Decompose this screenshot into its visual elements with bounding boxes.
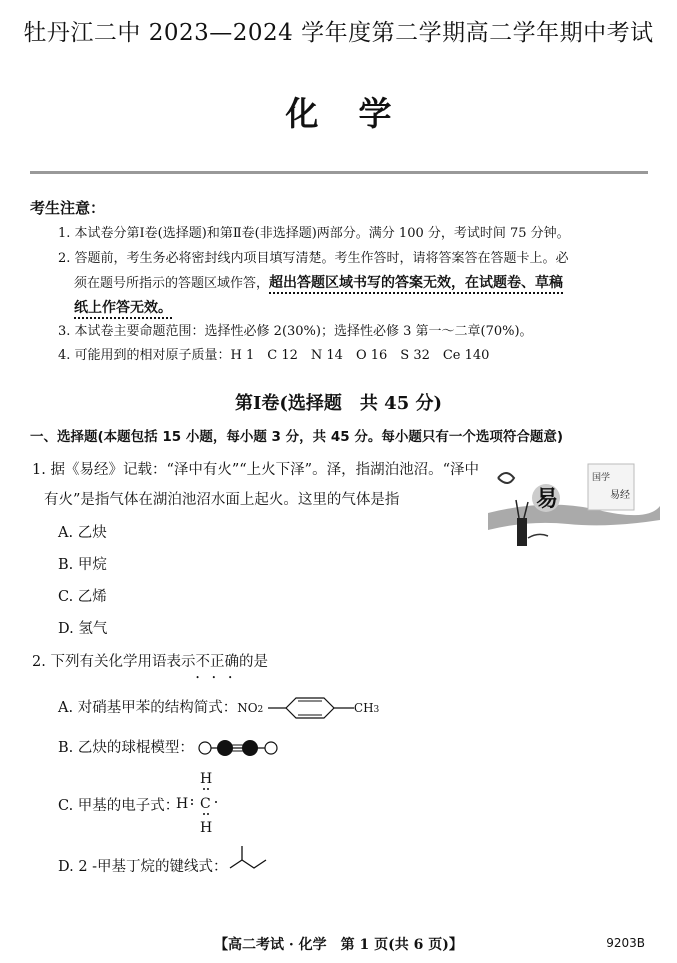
methyl-electron-formula bbox=[172, 770, 232, 836]
notice-emphasis-2: 纸上作答无效。 bbox=[74, 300, 172, 319]
page-footer: 【高二考试 · 化学 第 1 页(共 6 页)】 bbox=[214, 937, 463, 953]
subject-title: 化学 bbox=[285, 94, 432, 133]
q2-option-a-methyl bbox=[354, 701, 379, 715]
notice-item-2: 2. 答题前，考生务必将密封线内项目填写清楚。考生作答时，请将答案答在答题卡上。必 bbox=[58, 251, 569, 266]
part-heading: 一、选择题(本题包括 15 小题，每小题 3 分，共 45 分。每小题只有一个选项符合题意) bbox=[30, 429, 564, 445]
illus-text-guoxue: 国学 bbox=[592, 473, 611, 483]
notice-item-3: 3. 本试卷主要命题范围：选择性必修 2(30%)；选择性必修 3 第一～二章(70%)。 bbox=[58, 324, 533, 339]
q1-stem-line2: 有火”是指气体在湖泊池沼水面上起火。这里的气体是指 bbox=[44, 492, 400, 508]
q2-option-c bbox=[58, 794, 179, 815]
q1-option-a: A. 乙炔 bbox=[58, 525, 107, 541]
q2-option-d-label: D. 2 -甲基丁烷的键线式： bbox=[58, 859, 228, 875]
nitro-group: NO bbox=[237, 701, 258, 715]
q1-stem-line1: 1. 据《易经》记载：“泽中有火”“上火下泽”。泽，指湖泊池沼。“泽中 bbox=[32, 462, 480, 478]
section-title: 第Ⅰ卷(选择题 共 45 分) bbox=[234, 393, 443, 414]
atom-c-center: C bbox=[200, 796, 211, 812]
q2-stem-emphasis: 不正确 • • • bbox=[195, 654, 239, 670]
notice-item-1: 1. 本试卷分第Ⅰ卷(选择题)和第Ⅱ卷(非选择题)两部分。满分 100 分，考试时间 75 分钟。 bbox=[58, 226, 570, 241]
q2-stem-a: 2. 下列有关化学用语表示 bbox=[32, 654, 196, 670]
notice-item-4: 4. 可能用到的相对原子质量：H 1 C 12 N 14 O 16 S 32 Ce 140 bbox=[58, 348, 490, 363]
notice-heading: 考生注意： bbox=[30, 199, 106, 217]
atom-h-left: H bbox=[176, 796, 189, 812]
q2-option-b-label: B. 乙炔的球棍模型： bbox=[58, 740, 194, 756]
methyl-group: CH bbox=[353, 701, 374, 715]
q1-option-d: D. 氢气 bbox=[58, 621, 108, 637]
notice-item-2-end bbox=[74, 297, 172, 317]
exam-title: 牡丹江二中 2023—2024 学年度第二学期高二学年期中考试 bbox=[23, 20, 654, 46]
q2-stem bbox=[32, 650, 268, 671]
q1-option-c: C. 乙烯 bbox=[58, 589, 107, 605]
illus-text-yijing: 易经 bbox=[610, 490, 630, 501]
q2-stem-c: 的是 bbox=[238, 654, 268, 670]
q2-option-b bbox=[58, 736, 278, 757]
paper-code: 9203B bbox=[606, 936, 645, 950]
header-divider bbox=[30, 171, 648, 174]
methyl-subscript: 3 bbox=[373, 705, 380, 715]
q2-option-d bbox=[58, 855, 228, 876]
notice-item-2-text: 须在题号所指示的答题区域作答， bbox=[74, 276, 270, 291]
notice-item-2-cont bbox=[74, 272, 563, 292]
ball-stick-model-icon bbox=[198, 739, 278, 757]
illus-char-yi: 易 bbox=[536, 486, 559, 512]
atom-h-top: H bbox=[200, 771, 213, 787]
q2-option-c-label: C. 甲基的电子式： bbox=[58, 798, 180, 814]
bond-line-formula-icon bbox=[228, 844, 268, 874]
q1-option-b: B. 甲烷 bbox=[58, 557, 107, 573]
yijing-illustration bbox=[488, 458, 660, 550]
q2-option-a-label: A. 对硝基甲苯的结构简式： bbox=[58, 700, 238, 716]
atom-h-bottom: H bbox=[200, 820, 213, 836]
q2-option-a-nitro bbox=[237, 701, 263, 715]
q2-option-a bbox=[58, 696, 379, 720]
benzene-ring-icon bbox=[268, 696, 354, 720]
notice-emphasis: 超出答题区域书写的答案无效，在试题卷、草稿 bbox=[269, 275, 563, 294]
nitro-subscript: 2 bbox=[257, 705, 264, 715]
